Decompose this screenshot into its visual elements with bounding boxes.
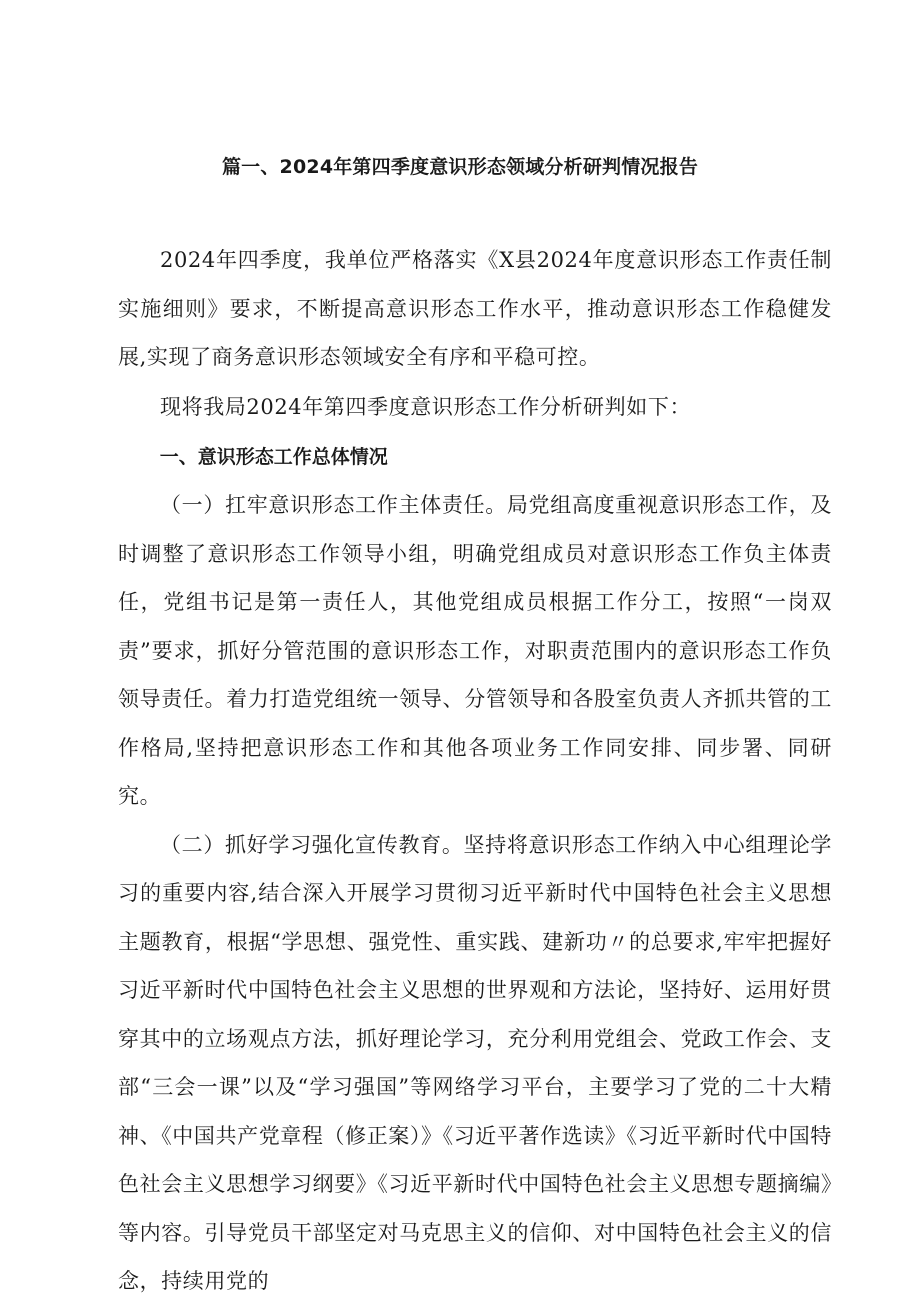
intro-paragraph: 2024年四季度，我单位严格落实《X县2024年度意识形态工作责任制实施细则》要求，不断提高意识形态工作水平，推动意识形态工作稳健发展,实现了商务意识形态领域安全有序和平稳可控。 [118,248,832,369]
summary-paragraph: 现将我局2024年第四季度意识形态工作分析研判如下： [160,394,692,419]
paragraph-study-education: （二）抓好学习强化宣传教育。坚持将意识形态工作纳入中心组理论学习的重要内容,结合深入开展学习贯彻习近平新时代中国特色社会主义思想主题教育，根据“学思想、强党性、重实践、建新功〃的总要求,牢牢把握好习近平新时代中国特色社会主义思想的世界观和方法论，坚持好、运用好贯穿其中的立场观点方法，抓好理论学习，充分利用党组会、党政工作会、支部“三会一课”以及“学习强国”等网络学习平台，主要学习了党的二十大精神、《中国共产党章程（修正案）》《习近平著作选读》《习近平新时代中国特色社会主义思想学习纲要》《习近平新时代中国特色社会主义思想专题摘编》等内容。引导党员干部坚定对马克思主义的信仰、对中国特色社会主义的信念，持续用党的 [118,832,832,1293]
paragraph-responsibility: （一）扛牢意识形态工作主体责任。局党组高度重视意识形态工作，及时调整了意识形态工作领导小组，明确党组成员对意识形态工作负主体责任，党组书记是第一责任人，其他党组成员根据工作分工，按照“一岗双责”要求，抓好分管范围的意识形态工作，对职责范围内的意识形态工作负领导责任。着力打造党组统一领导、分管领导和各股室负责人齐抓共管的工作格局,坚持把意识形态工作和其他各项业务工作同安排、同步署、同研究。 [118,493,832,808]
document-body [118,236,832,1306]
section-heading: 一、意识形态工作总体情况 [159,446,388,468]
document-title: 篇一、2024年第四季度意识形态领域分析研判情况报告 [221,156,699,178]
